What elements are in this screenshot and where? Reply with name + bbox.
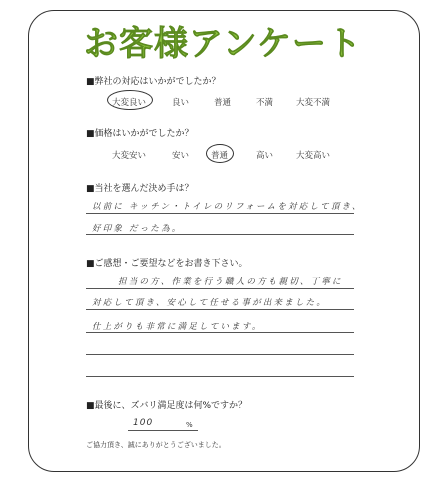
q2-option-3[interactable]: 普通 xyxy=(211,151,229,161)
answer-rule xyxy=(86,309,354,310)
q2-option-2[interactable]: 安い xyxy=(172,151,190,161)
satisfaction-value: 100 xyxy=(133,418,154,428)
q4-answer-line-3: 仕上がりも非常に満足しています。 xyxy=(92,322,263,332)
question-feedback: ■ご感想・ご要望などをお書き下さい。 xyxy=(86,259,248,269)
q3-answer-line-2: 好印象 だった為。 xyxy=(92,224,183,234)
q1-option-2[interactable]: 良い xyxy=(172,98,190,108)
question-satisfaction: ■最後に、ズバリ満足度は何%ですか？ xyxy=(86,401,248,411)
answer-rule xyxy=(86,376,354,377)
question-service: ■弊社の対応はいかがでしたか？ xyxy=(86,77,221,87)
q3-answer-line-1: 以前に キッチン・トイレのリフォームを対応して頂き、 xyxy=(92,202,363,212)
answer-rule xyxy=(86,354,354,355)
question-reason: ■当社を選んだ決め手は？ xyxy=(86,184,194,194)
q1-option-3[interactable]: 普通 xyxy=(214,98,232,108)
q4-answer-line-2: 対応して頂き、安心して任せる事が出来ました。 xyxy=(92,298,328,308)
satisfaction-unit: % xyxy=(186,421,193,429)
answer-rule xyxy=(86,213,354,214)
q2-option-4[interactable]: 高い xyxy=(256,151,274,161)
answer-rule xyxy=(86,332,354,333)
thank-you-note: ご協力頂き、誠にありがとうございました。 xyxy=(86,441,226,449)
q2-option-1[interactable]: 大変安い xyxy=(112,151,147,161)
q1-option-4[interactable]: 不満 xyxy=(256,98,274,108)
q1-option-5[interactable]: 大変不満 xyxy=(296,98,331,108)
survey-title: お客様アンケート xyxy=(84,24,362,64)
question-price: ■価格はいかがでしたか？ xyxy=(86,129,194,139)
q1-option-1[interactable]: 大変良い xyxy=(112,98,147,108)
q2-option-5[interactable]: 大変高い xyxy=(296,151,331,161)
q2-selection-circle xyxy=(206,144,234,163)
satisfaction-underline xyxy=(128,430,198,431)
answer-rule xyxy=(86,234,354,235)
answer-rule xyxy=(86,288,354,289)
q4-answer-line-1: 担当の方、作業を行う職人の方も親切、丁寧に xyxy=(118,277,343,287)
q1-selection-circle xyxy=(107,90,153,110)
